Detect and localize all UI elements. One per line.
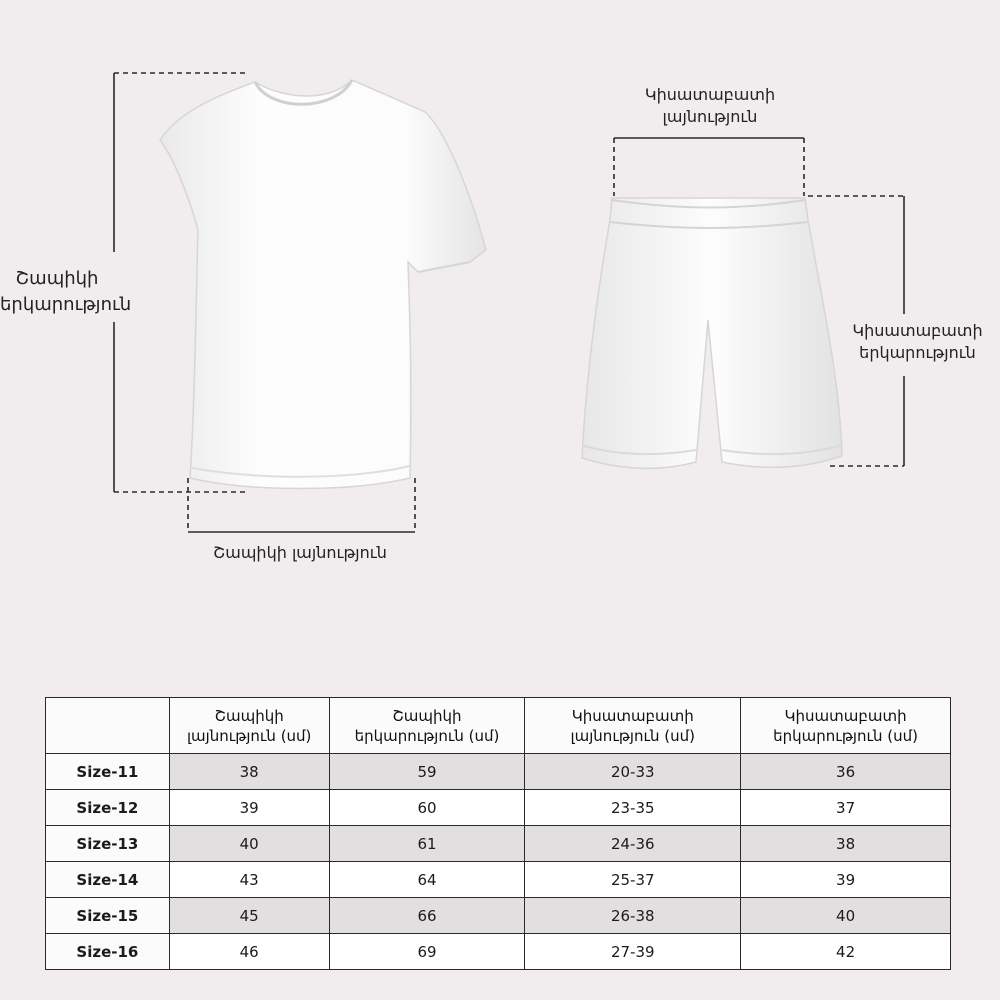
table-row: [46, 790, 951, 826]
size-label: Size-15: [46, 898, 170, 934]
cell-shorts-width: 27-39: [525, 934, 741, 970]
size-label: Size-11: [46, 754, 170, 790]
cell-shirt-width: 46: [169, 934, 329, 970]
cell-shirt-length: 60: [329, 790, 525, 826]
table-row: [46, 934, 951, 970]
table-header-row: [46, 698, 951, 754]
cell-shorts-length: 36: [741, 754, 951, 790]
table-row: [46, 862, 951, 898]
cell-shirt-length: 69: [329, 934, 525, 970]
size-label: Size-12: [46, 790, 170, 826]
cell-shirt-length: 64: [329, 862, 525, 898]
size-chart-table: [45, 697, 951, 970]
tshirt-image: [160, 80, 486, 489]
cell-shorts-length: 39: [741, 862, 951, 898]
cell-shorts-length: 40: [741, 898, 951, 934]
cell-shorts-width: 20-33: [525, 754, 741, 790]
cell-shorts-length: 42: [741, 934, 951, 970]
table-row: [46, 754, 951, 790]
header-shorts-width: Կիսատաբատի լայնություն (սմ): [525, 698, 741, 754]
cell-shorts-width: 25-37: [525, 862, 741, 898]
cell-shirt-width: 40: [169, 826, 329, 862]
cell-shirt-length: 59: [329, 754, 525, 790]
cell-shirt-width: 38: [169, 754, 329, 790]
header-shirt-length: Շապիկի երկարություն (սմ): [329, 698, 525, 754]
shirt-length-label: Շապիկի երկարություն: [0, 268, 132, 315]
cell-shorts-length: 38: [741, 826, 951, 862]
shorts-length-label: Կիսատաբատի երկարություն: [852, 321, 983, 362]
shorts-image: [582, 198, 842, 468]
table-row: [46, 898, 951, 934]
cell-shirt-width: 45: [169, 898, 329, 934]
cell-shirt-width: 43: [169, 862, 329, 898]
cell-shorts-width: 26-38: [525, 898, 741, 934]
size-label: Size-13: [46, 826, 170, 862]
header-shirt-width: Շապիկի լայնություն (սմ): [169, 698, 329, 754]
cell-shorts-length: 37: [741, 790, 951, 826]
cell-shirt-width: 39: [169, 790, 329, 826]
table-header-corner: [46, 698, 170, 754]
header-shorts-length: Կիսատաբատի երկարություն (սմ): [741, 698, 951, 754]
shorts-width-label: Կիսատաբատի լայնություն: [644, 85, 776, 126]
table-row: [46, 826, 951, 862]
size-label: Size-16: [46, 934, 170, 970]
cell-shorts-width: 23-35: [525, 790, 741, 826]
cell-shorts-width: 24-36: [525, 826, 741, 862]
size-label: Size-14: [46, 862, 170, 898]
cell-shirt-length: 61: [329, 826, 525, 862]
cell-shirt-length: 66: [329, 898, 525, 934]
shirt-width-label: Շապիկի լայնություն: [213, 543, 387, 562]
